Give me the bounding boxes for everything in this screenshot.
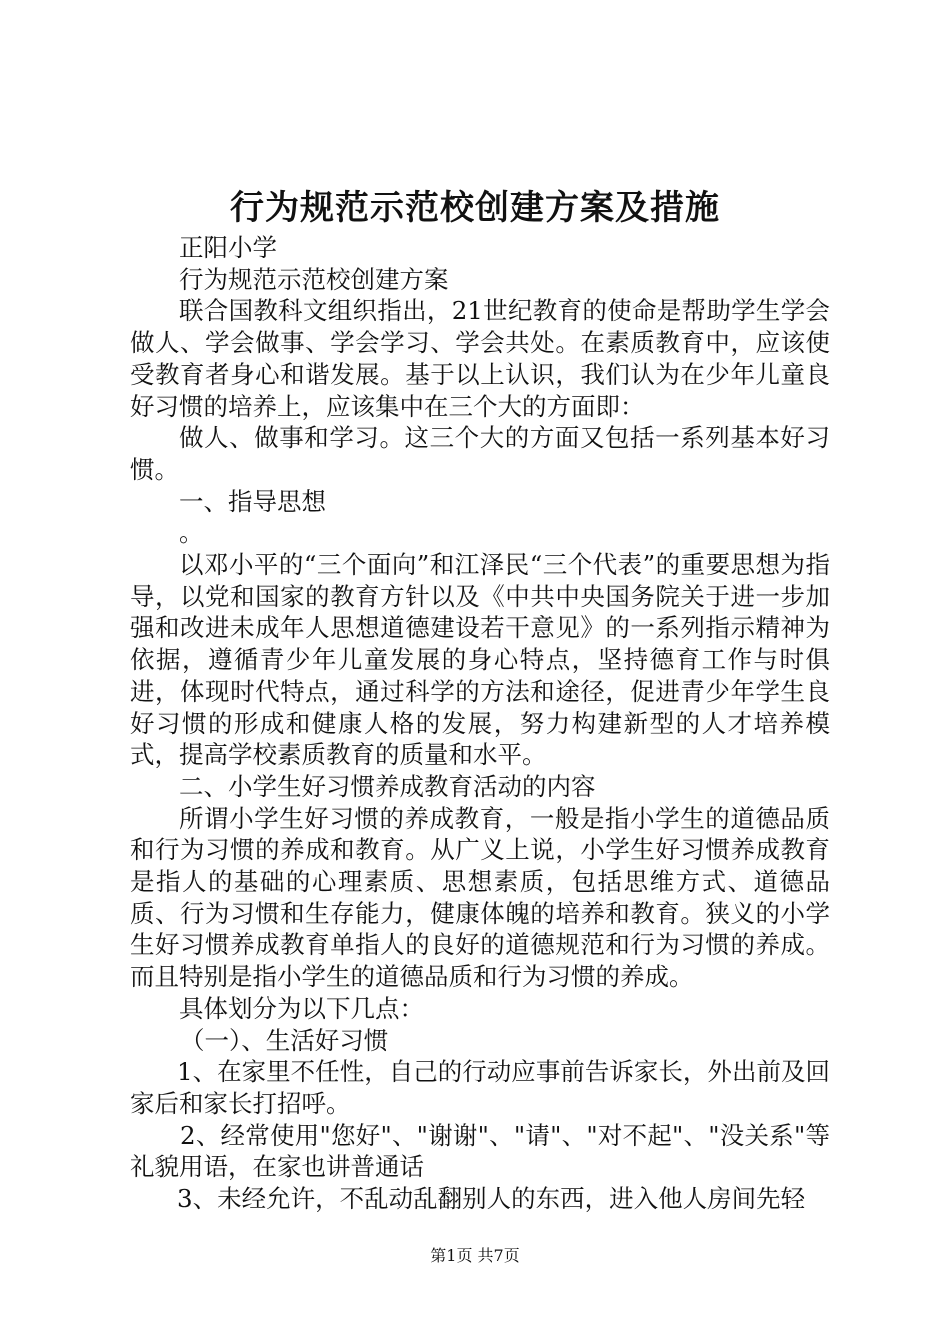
paragraph: 具体划分为以下几点： <box>179 993 424 1023</box>
section-heading: 一、指导思想 <box>179 486 326 516</box>
subtitle: 行为规范示范校创建方案 <box>179 264 449 294</box>
list-item: 3、未经允许，不乱动乱翻别人的东西，进入他人房间先轻 <box>177 1184 806 1214</box>
subsection-heading: （一）、生活好习惯 <box>180 1025 389 1055</box>
school-name: 正阳小学 <box>179 233 277 262</box>
document-title: 行为规范示范校创建方案及措施 <box>230 188 720 228</box>
list-item: 1、在家里不任性，自己的行动应事前告诉家长，外出前及回家后和家长打招呼。 <box>130 1057 830 1118</box>
page-footer: 第1页 共7页 <box>430 1246 520 1265</box>
paragraph: 。 <box>179 518 204 548</box>
list-item: 2、经常使用"您好"、"谢谢"、"请"、"对不起"、"没关系"等礼貌用语，在家也讲普通话 <box>130 1120 830 1182</box>
paragraph: 联合国教科文组织指出，21世纪教育的使命是帮助学生学会做人、学会做事、学会学习、学会共处。在素质教育中，应该使受教育者身心和谐发展。基于以上认识，我们认为在少年儿童良好习惯的培养上，应该集中在三个大的方面即： <box>130 296 830 421</box>
paragraph: 做人、做事和学习。这三个大的方面又包括一系列基本好习惯。 <box>130 423 830 484</box>
document-body <box>130 232 830 1215</box>
paragraph: 以邓小平的“三个面向”和江泽民“三个代表”的重要思想为指导，以党和国家的教育方针以及《中共中央国务院关于进一步加强和改进未成年人思想道德建设若干意见》的一系列指示精神为依据，遵循青少年儿童发展的身心特点，坚持德育工作与时俱进，体现时代特点，通过科学的方法和途径，促进青少年学生良好习惯的形成和健康人格的发展，努力构建新型的人才培养模式，提高学校素质教育的质量和水平。 <box>130 550 830 770</box>
paragraph: 所谓小学生好习惯的养成教育，一般是指小学生的道德品质和行为习惯的养成和教育。从广义上说，小学生好习惯养成教育是指人的基础的心理素质、思想素质，包括思维方式、道德品质、行为习惯和生存能力，健康体魄的培养和教育。狭义的小学生好习惯养成教育单指人的良好的道德规范和行为习惯的养成。而且特别是指小学生的道德品质和行为习惯的养成。 <box>130 803 830 992</box>
section-heading: 二、小学生好习惯养成教育活动的内容 <box>179 771 596 801</box>
